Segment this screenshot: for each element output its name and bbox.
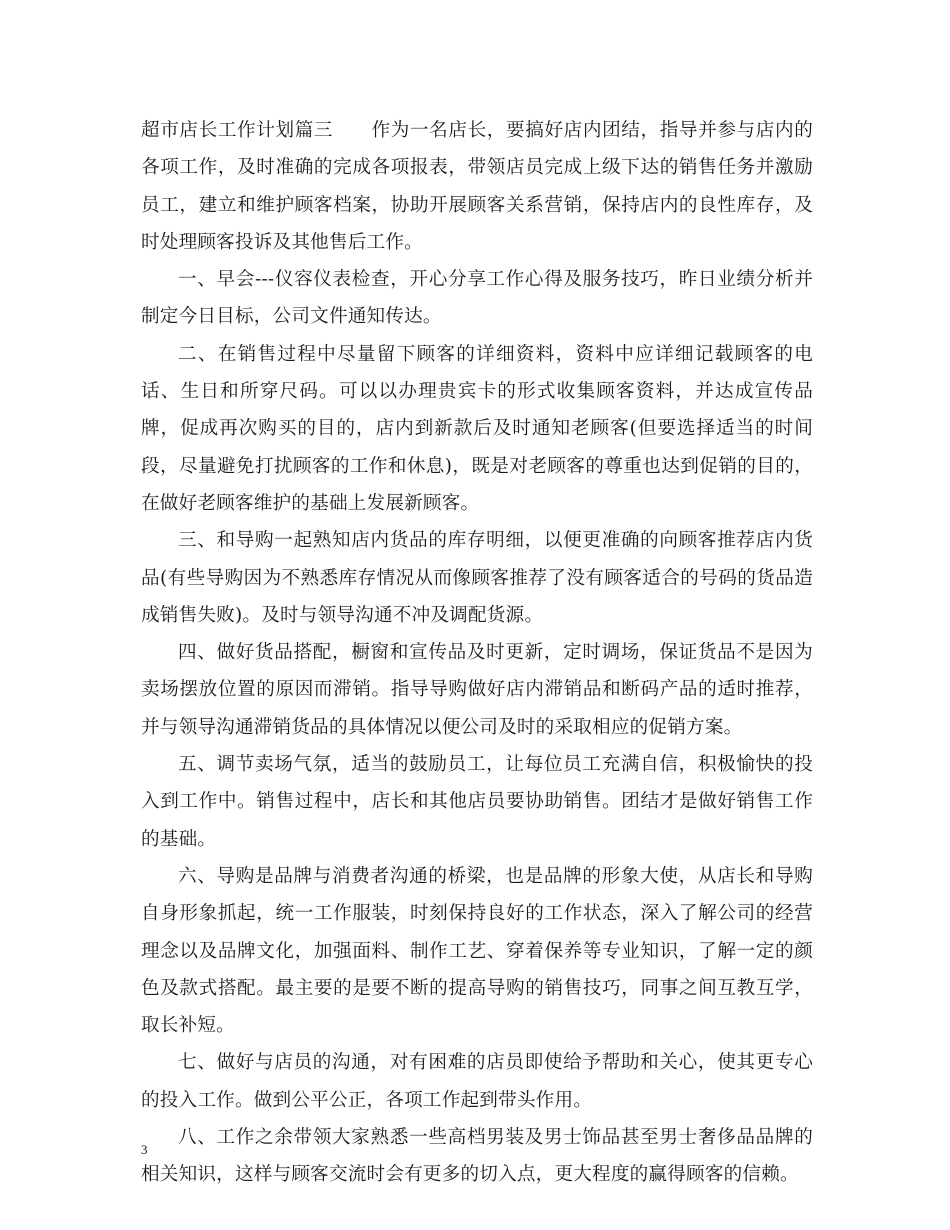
paragraph-4-merchandising: 四、做好货品搭配，橱窗和宣传品及时更新，定时调场，保证货品不是因为卖场摆放位置的原因而滞销。指导导购做好店内滞销品和断码产品的适时推荐，并与领导沟通滞销货品的具体情况以便公司及时的采取相应的促销方案。 — [141, 642, 813, 738]
paragraph-5-atmosphere: 五、调节卖场气氛，适当的鼓励员工，让每位员工充满自信，积极愉快的投入到工作中。销售过程中，店长和其他店员要协助销售。团结才是做好销售工作的基础。 — [141, 754, 813, 850]
paragraph-6-staff-image: 六、导购是品牌与消费者沟通的桥梁，也是品牌的形象大使，从店长和导购自身形象抓起，统一工作服装，时刻保持良好的工作状态，深入了解公司的经营理念以及品牌文化，加强面料、制作工艺、穿着保养等专业知识，了解一定的颜色及款式搭配。最主要的是要不断的提高导购的销售技巧，同事之间互教互学，取长补短。 — [141, 865, 813, 1037]
page-number: 3 — [141, 1142, 148, 1157]
document-body — [141, 112, 813, 1194]
paragraph-2-customer-records: 二、在销售过程中尽量留下顾客的详细资料，资料中应详细记载顾客的电话、生日和所穿尺码。可以以办理贵宾卡的形式收集顾客资料，并达成宣传品牌，促成再次购买的目的，店内到新款后及时通知老顾客(但要选择适当的时间段，尽量避免打扰顾客的工作和休息)，既是对老顾客的尊重也达到促销的目的，在做好老顾客维护的基础上发展新顾客。 — [141, 343, 813, 514]
paragraph-7-communication: 七、做好与店员的沟通，对有困难的店员即使给予帮助和关心，使其更专心的投入工作。做到公平公正，各项工作起到带头作用。 — [141, 1052, 813, 1111]
intro-paragraph: 超市店长工作计划篇三 作为一名店长，要搞好店内团结，指导并参与店内的各项工作，及时准确的完成各项报表，带领店员完成上级下达的销售任务并激励员工，建立和维护顾客档案，协助开展顾客关系营销，保持店内的良性库存，及时处理顾客投诉及其他售后工作。 — [141, 120, 813, 253]
paragraph-1-morning-meeting: 一、早会---仪容仪表检查，开心分享工作心得及服务技巧，昨日业绩分析并制定今日目标，公司文件通知传达。 — [141, 269, 813, 328]
paragraph-3-inventory: 三、和导购一起熟知店内货品的库存明细，以便更准确的向顾客推荐店内货品(有些导购因为不熟悉库存情况从而像顾客推荐了没有顾客适合的号码的货品造成销售失败)。及时与领导沟通不冲及调配货源。 — [141, 530, 813, 626]
paragraph-8-brand-knowledge: 八、工作之余带领大家熟悉一些高档男装及男士饰品甚至男士奢侈品品牌的相关知识，这样与顾客交流时会有更多的切入点，更大程度的赢得顾客的信赖。 — [141, 1127, 813, 1186]
